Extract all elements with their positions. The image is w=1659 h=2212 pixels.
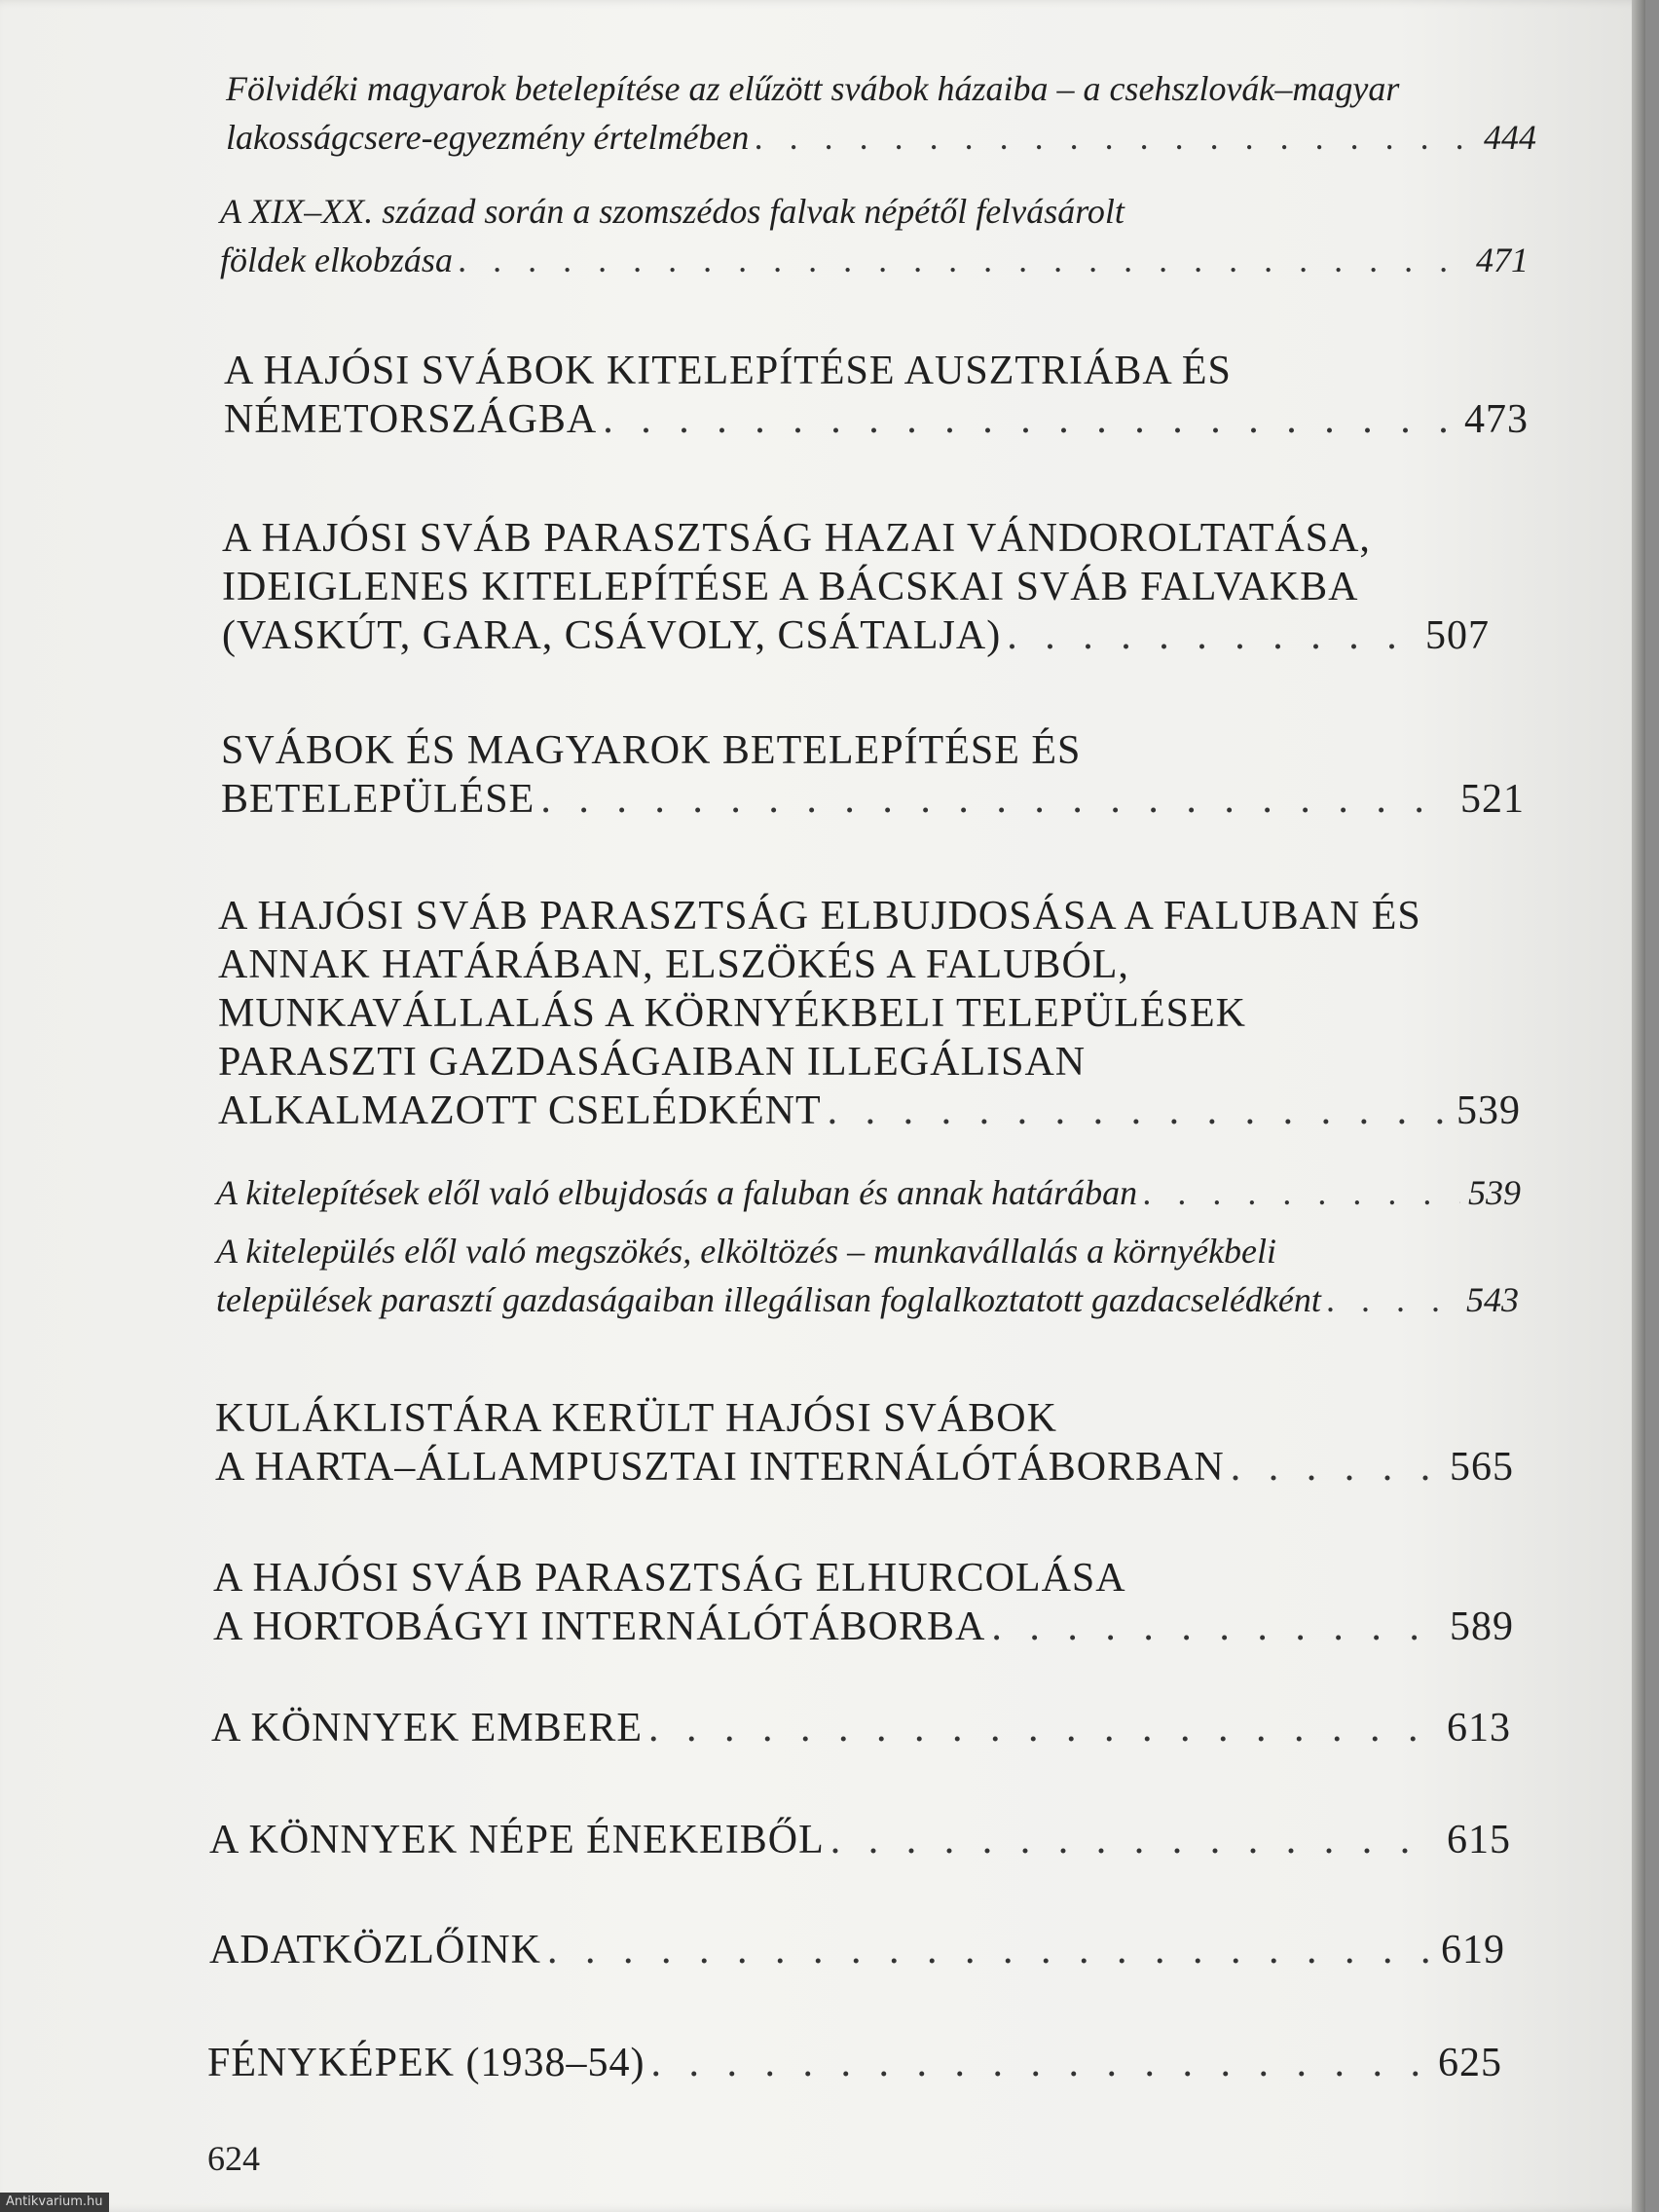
toc-page-number: 565 — [1450, 1445, 1514, 1490]
toc-entry-final-line — [224, 395, 1529, 444]
dot-leader — [547, 1926, 1433, 1974]
toc-entry-final-line — [218, 1087, 1521, 1135]
toc-entry-final-line — [216, 1275, 1519, 1324]
toc-entry — [222, 514, 1490, 660]
toc-page-number: 473 — [1464, 397, 1529, 442]
toc-entry-final-line — [211, 1704, 1511, 1752]
toc-entry-title-line: A KÖNNYEK NÉPE ÉNEKEIBŐL — [209, 1818, 825, 1862]
dot-leader — [603, 395, 1456, 444]
toc-entry-title-line: A HAJÓSI SVÁB PARASZTSÁG ELHURCOLÁSA — [213, 1556, 1126, 1601]
toc-entry-final-line — [209, 1926, 1505, 1974]
dot-leader — [828, 1087, 1449, 1135]
toc-page-number: 615 — [1447, 1818, 1511, 1862]
toc-entry-title-line: A kitelepülés elől való megszökés, elköltözés – munkavállalás a környékbeli — [216, 1232, 1277, 1271]
toc-page-number: 471 — [1476, 240, 1529, 279]
toc-entry-title-line: A HAJÓSI SVÁB PARASZTSÁG ELBUJDOSÁSA A FALUBAN ÉS — [218, 894, 1421, 939]
toc-entry-title-line: FÉNYKÉPEK (1938–54) — [207, 2041, 645, 2085]
toc-entry-final-line — [209, 1816, 1511, 1864]
dot-leader — [650, 2039, 1430, 2087]
toc-entry-title-line: A XIX–XX. század során a szomszédos falvak népétől felvásárolt — [220, 192, 1124, 231]
toc-entry — [209, 1926, 1505, 1974]
toc-entry-final-line — [213, 1603, 1514, 1651]
toc-entry — [218, 892, 1521, 1135]
toc-entry — [209, 1816, 1511, 1864]
toc-entry-title-line: (VASKÚT, GARA, CSÁVOLY, CSÁTALJA) — [222, 613, 1002, 658]
toc-entry — [221, 726, 1525, 824]
toc-entry-title-line: IDEIGLENES KITELEPÍTÉSE A BÁCSKAI SVÁB FALVAKBA — [222, 565, 1359, 609]
toc-entry-title-line: MUNKAVÁLLALÁS A KÖRNYÉKBELI TELEPÜLÉSEK — [218, 991, 1246, 1036]
watermark: Antikvarium.hu — [0, 2193, 109, 2212]
dot-leader — [1143, 1168, 1460, 1217]
toc-entry-final-line — [222, 611, 1490, 660]
toc-entry-final-line — [207, 2039, 1502, 2087]
toc-entry-title-line: A HAJÓSI SVÁBOK KITELEPÍTÉSE AUSZTRIÁBA ÉS — [224, 349, 1232, 393]
dot-leader — [648, 1704, 1439, 1752]
toc-page-number: 539 — [1468, 1173, 1521, 1212]
toc-page-number: 444 — [1484, 118, 1536, 157]
dot-leader — [830, 1816, 1439, 1864]
toc-entry-title-line: földek elkobzása — [220, 240, 453, 279]
toc-entry-title-line: települések parasztí gazdaságaiban illegálisan foglalkoztatott gazdacselédként — [216, 1280, 1321, 1319]
dot-leader — [1231, 1443, 1442, 1492]
toc-entry-title-line: ADATKÖZLŐINK — [209, 1928, 541, 1972]
toc-entry-title-line: lakosságcsere-egyezmény értelmében — [226, 118, 750, 157]
toc-entry-title-line: SVÁBOK ÉS MAGYAROK BETELEPÍTÉSE ÉS — [221, 728, 1082, 773]
toc-entry-title-line: Fölvidéki magyarok betelepítése az elűzött svábok házaiba – a csehszlovák–magyar — [226, 69, 1400, 108]
toc-entry — [216, 1168, 1521, 1217]
toc-entry — [213, 1554, 1514, 1651]
toc-page-number: 625 — [1438, 2041, 1502, 2085]
toc-entry-title-line: ANNAK HATÁRÁBAN, ELSZÖKÉS A FALUBÓL, — [218, 942, 1129, 987]
toc-page-number: 543 — [1466, 1280, 1519, 1319]
toc-entry-final-line — [220, 236, 1529, 284]
toc-entry — [224, 347, 1529, 444]
toc-page-number: 507 — [1425, 613, 1490, 658]
toc-entry-title-line: NÉMETORSZÁGBA — [224, 397, 598, 442]
dot-leader — [1327, 1275, 1458, 1324]
toc-entry — [216, 1227, 1519, 1324]
dot-leader — [459, 236, 1468, 284]
dot-leader — [1007, 611, 1418, 660]
dot-leader — [755, 113, 1476, 162]
toc-entry-title-line: A kitelepítések elől való elbujdosás a faluban és annak határában — [216, 1173, 1138, 1212]
toc-entry-title-line: A HARTA–ÁLLAMPUSZTAI INTERNÁLÓTÁBORBAN — [215, 1445, 1225, 1490]
toc-entry-title-line: BETELEPÜLÉSE — [221, 777, 535, 822]
toc-entry-title-line: ALKALMAZOTT CSELÉDKÉNT — [218, 1088, 822, 1133]
page-number: 624 — [207, 2139, 260, 2178]
toc-entry-final-line — [221, 775, 1525, 824]
dot-leader — [991, 1603, 1442, 1651]
toc-entry-final-line — [216, 1168, 1521, 1217]
dot-leader — [540, 775, 1453, 824]
toc-entry — [220, 187, 1529, 284]
toc-entry-title-line: A KÖNNYEK EMBERE — [211, 1706, 643, 1751]
toc-entry-final-line — [226, 113, 1536, 162]
toc-entry — [207, 2039, 1502, 2087]
toc-page-number: 619 — [1441, 1928, 1505, 1972]
toc-page-number: 539 — [1456, 1088, 1521, 1133]
toc-page-number: 613 — [1447, 1706, 1511, 1751]
toc-entry — [211, 1704, 1511, 1752]
toc-page-number: 589 — [1450, 1604, 1514, 1649]
toc-entry — [226, 64, 1536, 162]
toc-entry-title-line: A HAJÓSI SVÁB PARASZTSÁG HAZAI VÁNDOROLTATÁSA, — [222, 516, 1371, 561]
toc-page-number: 521 — [1460, 777, 1525, 822]
toc-entry-final-line — [215, 1443, 1514, 1492]
toc-entry-title-line: A HORTOBÁGYI INTERNÁLÓTÁBORBA — [213, 1604, 986, 1649]
toc-entry — [215, 1394, 1514, 1492]
toc-entry-title-line: KULÁKLISTÁRA KERÜLT HAJÓSI SVÁBOK — [215, 1396, 1057, 1441]
toc-entry-title-line: PARASZTI GAZDASÁGAIBAN ILLEGÁLISAN — [218, 1040, 1087, 1085]
